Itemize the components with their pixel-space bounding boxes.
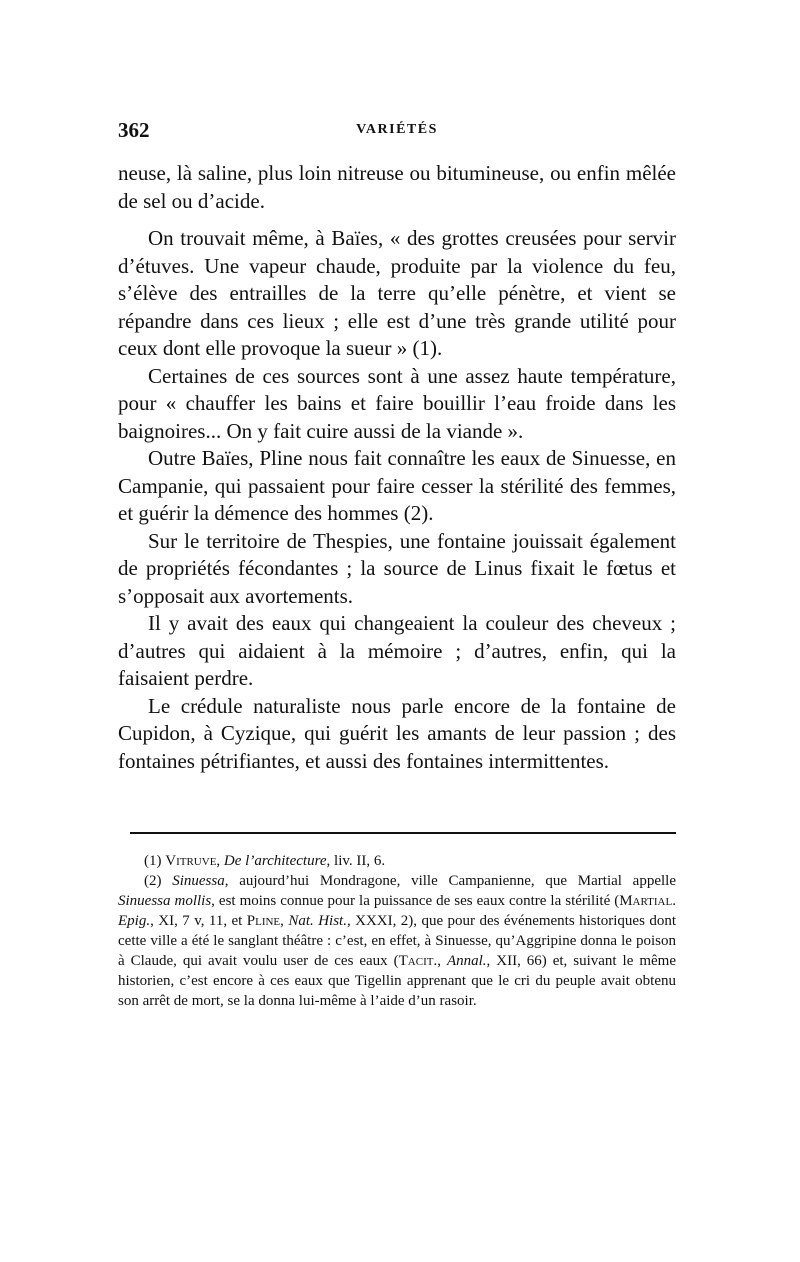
footnote-2	[118, 871, 676, 1011]
paragraph-2: On trouvait même, à Baïes, « des grottes creusées pour servir d’étuves. Une vapeur chaude, produite par la violence du feu, s’élève des entrailles de la terre qu’elle pénètre, et vient se répandre dans ces lieux ; elle est d’une très grande utilité pour ceux dont elle provoque la sueur » (1).	[118, 226, 676, 360]
paragraph-7: Le crédule naturaliste nous parle encore de la fontaine de Cupidon, à Cyzique, qui guérit les amants de leur passion ; des fontaines pétrifiantes, et aussi des fontaines intermittentes.	[118, 693, 676, 773]
footnote-text: , est moins connue pour la puissance de ses eaux contre la stérilité (	[211, 893, 620, 909]
footnote-author: Tacit	[398, 953, 434, 969]
footnote-text: , aujourd’hui Mondragone, ville Campanienne, que Martial appelle	[224, 873, 676, 889]
footnote-term: Sinuessa	[172, 873, 225, 889]
main-text	[118, 160, 676, 775]
footnote-marker: (2)	[144, 873, 162, 889]
footnote-divider	[130, 832, 676, 834]
paragraph-6: Il y avait des eaux qui changeaient la couleur des cheveux ; d’autres qui aidaient à la mémoire ; d’autres, enfin, qui la faisaient perdre.	[118, 611, 676, 690]
footnote-text: .	[672, 893, 676, 909]
footnote-text: ,	[216, 853, 224, 869]
footnote-work-title: Annal.	[446, 953, 487, 969]
footnote-text: , liv. II, 6.	[326, 853, 386, 869]
footnote-text: , XII, 66) et, suivant le même historien, c’est encore à ces eaux que Tigellin apprenant que le cri du peuple avait obtenu son arrêt de mort, se la donna lui-même à l’aide d’un rasoir.	[118, 953, 676, 1009]
paragraph-5: Sur le territoire de Thespies, une fontaine jouissait également de propriétés fécondantes ; la source de Linus fixait le fœtus et s’opposait aux avortements.	[118, 528, 676, 608]
running-head: VARIÉTÉS	[356, 122, 438, 137]
page-header	[118, 118, 676, 144]
footnote-1	[118, 851, 676, 871]
page-number: 362	[118, 118, 150, 142]
paragraph-3: Certaines de ces sources sont à une assez haute température, pour « chauffer les bains et faire bouillir l’eau froide dans les baignoires... On y fait cuire aussi de la viande ».	[118, 363, 676, 443]
footnote-work-title: Nat. Hist.	[288, 913, 347, 929]
footnote-author: Martial	[619, 893, 673, 909]
paragraph-4: Outre Baïes, Pline nous fait connaître les eaux de Sinuesse, en Campanie, qui passaient pour faire cesser la stérilité des femmes, et guérir la démence des hommes (2).	[118, 446, 676, 525]
footnote-text: .,	[433, 953, 447, 969]
footnote-text: , XI, 7 v, 11, et	[150, 913, 247, 929]
footnote-work-title: De l’architecture	[223, 853, 327, 869]
footnote-term: Sinuessa mollis	[118, 893, 212, 909]
footnote-text: , XXXI, 2), que pour des événements historiques dont cette ville a été le sanglant théâtre : c’est, en effet, à Sinuesse, qu’Aggripine donna le poison à Claude, qui avait voulu user de ces eaux (	[118, 913, 677, 969]
footnotes	[118, 851, 676, 1011]
footnote-author: Vitruve	[165, 853, 217, 869]
paragraph-1: neuse, là saline, plus loin nitreuse ou bitumineuse, ou enfin mêlée de sel ou d’acide.	[118, 161, 676, 213]
footnote-text: ,	[280, 913, 289, 929]
footnote-marker: (1)	[144, 853, 162, 869]
footnote-work-title: Epig.	[118, 913, 151, 929]
footnote-author: Pline	[246, 913, 281, 929]
